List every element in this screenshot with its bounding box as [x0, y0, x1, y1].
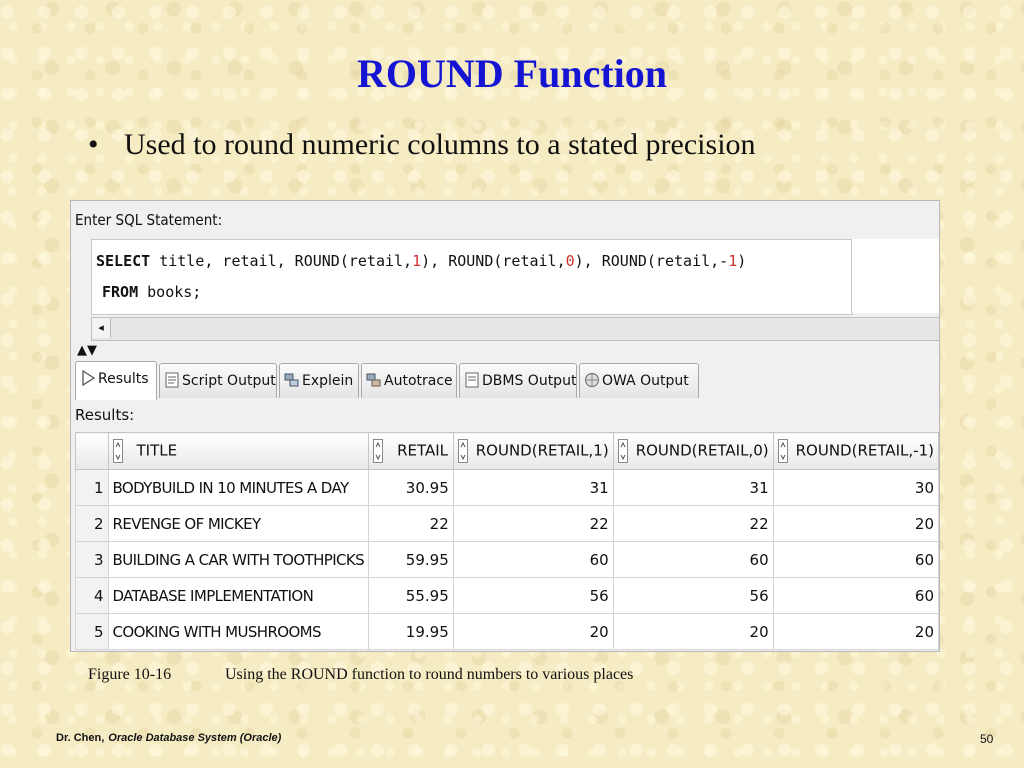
cell-retail[interactable]: 22 — [369, 506, 454, 542]
footer-course: Oracle Database System (Oracle) — [108, 732, 282, 744]
table-row[interactable] — [76, 506, 939, 542]
cell-round-0[interactable]: 31 — [613, 470, 773, 506]
cell-round-1[interactable]: 20 — [453, 614, 613, 650]
keyword-select: SELECT — [96, 252, 151, 270]
table-row[interactable] — [76, 542, 939, 578]
cell-round-0[interactable]: 60 — [613, 542, 773, 578]
cell-round-1[interactable]: 56 — [453, 578, 613, 614]
page-number: 50 — [980, 732, 994, 746]
cell-retail[interactable]: 59.95 — [369, 542, 454, 578]
scroll-left-icon[interactable]: ◂ — [92, 318, 111, 338]
play-icon — [80, 370, 96, 386]
row-number: 1 — [76, 470, 109, 506]
sql-text: books; — [138, 283, 202, 301]
column-header-label: ROUND(RETAIL,0) — [635, 441, 769, 460]
output-tabs — [71, 361, 939, 399]
tab-label: DBMS Output — [482, 373, 577, 389]
column-header[interactable] — [108, 433, 369, 470]
sql-text: ), ROUND(retail,- — [574, 252, 729, 270]
tab-results[interactable] — [75, 361, 157, 400]
sort-icon — [778, 439, 788, 463]
figure-number: Figure 10-16 — [88, 666, 172, 683]
row-number: 4 — [76, 578, 109, 614]
dbms-output-icon — [464, 372, 480, 388]
table-row[interactable] — [76, 614, 939, 650]
sql-number: 1 — [728, 252, 738, 270]
cell-round-0[interactable]: 20 — [613, 614, 773, 650]
sql-line-1 — [96, 252, 746, 270]
cell-round-neg1[interactable]: 60 — [773, 542, 938, 578]
header-row — [76, 433, 939, 470]
cell-round-1[interactable]: 22 — [453, 506, 613, 542]
tab-dbms-output[interactable] — [459, 363, 577, 398]
sort-icon — [618, 439, 628, 463]
results-grid — [75, 432, 939, 650]
tab-script-output[interactable] — [159, 363, 277, 398]
tab-label: Script Output — [182, 373, 276, 389]
tab-label: Explein — [302, 373, 354, 389]
sql-text: ), ROUND(retail, — [421, 252, 566, 270]
cell-round-neg1[interactable]: 20 — [773, 506, 938, 542]
bullet-point — [88, 128, 756, 162]
cell-title[interactable]: DATABASE IMPLEMENTATION — [108, 578, 369, 614]
cell-round-neg1[interactable]: 30 — [773, 470, 938, 506]
sort-icon — [373, 439, 383, 463]
tab-label: OWA Output — [602, 373, 689, 389]
sql-text: title, retail, ROUND(retail, — [150, 252, 413, 270]
column-header[interactable] — [453, 433, 613, 470]
row-number: 3 — [76, 542, 109, 578]
cell-round-1[interactable]: 31 — [453, 470, 613, 506]
tab-autotrace[interactable] — [361, 363, 457, 398]
row-number: 2 — [76, 506, 109, 542]
rownum-header — [76, 433, 109, 470]
sort-icon — [458, 439, 468, 463]
column-header[interactable] — [773, 433, 938, 470]
table-row[interactable] — [76, 470, 939, 506]
figure-caption-text: Using the ROUND function to round numbers to various places — [225, 666, 634, 683]
bullet-text: Used to round numeric columns to a stated precision — [124, 128, 756, 161]
cell-round-1[interactable]: 60 — [453, 542, 613, 578]
cell-round-0[interactable]: 22 — [613, 506, 773, 542]
cell-title[interactable]: COOKING WITH MUSHROOMS — [108, 614, 369, 650]
cell-round-neg1[interactable]: 60 — [773, 578, 938, 614]
script-icon — [164, 372, 180, 388]
figure-caption — [88, 666, 633, 684]
column-header-label: ROUND(RETAIL,-1) — [795, 441, 934, 460]
cell-round-0[interactable]: 56 — [613, 578, 773, 614]
tab-explain[interactable] — [279, 363, 359, 398]
cell-retail[interactable]: 55.95 — [369, 578, 454, 614]
tab-label: Results — [98, 371, 149, 387]
sql-line-2 — [102, 283, 201, 301]
cell-retail[interactable]: 19.95 — [369, 614, 454, 650]
sql-number: 0 — [565, 252, 575, 270]
editor-margin — [851, 239, 940, 313]
cell-round-neg1[interactable]: 20 — [773, 614, 938, 650]
sort-icon — [113, 439, 123, 463]
keyword-from: FROM — [102, 283, 139, 301]
slide-title: ROUND Function — [356, 51, 668, 96]
footer — [56, 732, 281, 744]
owa-globe-icon — [584, 372, 600, 388]
autotrace-icon — [366, 372, 382, 388]
column-header-label: RETAIL — [397, 441, 449, 460]
cell-title[interactable]: BUILDING A CAR WITH TOOTHPICKS — [108, 542, 369, 578]
tab-label: Autotrace — [384, 373, 453, 389]
cell-title[interactable]: REVENGE OF MICKEY — [108, 506, 369, 542]
cell-title[interactable]: BODYBUILD IN 10 MINUTES A DAY — [108, 470, 369, 506]
sql-number: 1 — [412, 252, 422, 270]
column-header-label: TITLE — [136, 441, 178, 460]
bullet-dot-icon: • — [88, 128, 99, 161]
horizontal-scrollbar[interactable] — [91, 317, 940, 341]
explain-icon — [284, 372, 300, 388]
table-row[interactable] — [76, 578, 939, 614]
panel-splitter-icon[interactable]: ▲▼ — [77, 343, 97, 358]
column-header-label: ROUND(RETAIL,1) — [475, 441, 609, 460]
sql-text: ) — [737, 252, 747, 270]
sql-editor[interactable] — [91, 239, 853, 315]
sql-statement-label: Enter SQL Statement: — [75, 211, 223, 229]
footer-author: Dr. Chen, — [56, 732, 105, 744]
column-header[interactable] — [369, 433, 454, 470]
results-label: Results: — [75, 406, 135, 424]
column-header[interactable] — [613, 433, 773, 470]
cell-retail[interactable]: 30.95 — [369, 470, 454, 506]
sql-developer-screenshot — [70, 200, 940, 652]
tab-owa-output[interactable] — [579, 363, 699, 398]
row-number: 5 — [76, 614, 109, 650]
